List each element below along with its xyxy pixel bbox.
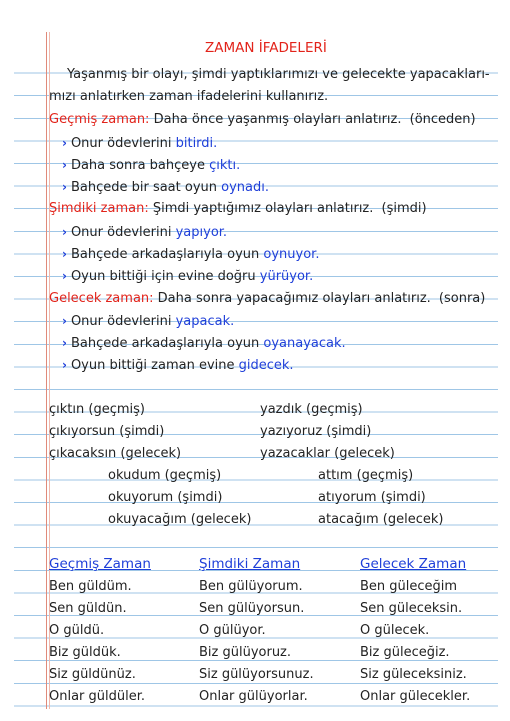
table-cell: Ben gülüyorum. (199, 579, 303, 594)
example-left-2: çıkacaksın (gelecek) (49, 446, 182, 461)
bullet-chevron-icon: › (62, 180, 67, 194)
table-cell: Sen güleceksin. (360, 601, 463, 616)
example-right2-2: atacağım (gelecek) (318, 512, 444, 527)
section-desc: Daha sonra yapacağımız olayları anlatırız. (157, 291, 431, 306)
table-cell: Ben güleceğim (360, 579, 458, 594)
list-item: › Onur ödevlerini yapıyor. (62, 225, 228, 240)
example-left-1: çıkıyorsun (şimdi) (49, 424, 165, 439)
example-right-0: yazdık (geçmiş) (260, 402, 363, 417)
table-cell: Sen güldün. (49, 601, 127, 616)
table-header-past: Geçmiş Zaman (49, 556, 151, 572)
verb: oyanayacak. (263, 336, 346, 351)
table-header-future: Gelecek Zaman (360, 556, 467, 572)
bullet-chevron-icon: › (62, 158, 67, 172)
list-item: › Oyun bittiği için evine doğru yürüyor. (62, 269, 314, 284)
section-note: (sonra) (438, 291, 486, 306)
table-cell: O gülüyor. (199, 623, 266, 638)
verb: gidecek. (238, 358, 294, 373)
section-future-heading (49, 291, 485, 307)
bullet-chevron-icon: › (62, 136, 67, 150)
bullet-chevron-icon: › (62, 269, 67, 283)
verb: oynuyor. (263, 247, 320, 262)
table-cell: O güldü. (49, 623, 105, 638)
bullet-chevron-icon: › (62, 336, 67, 350)
table-cell: Sen gülüyorsun. (199, 601, 305, 616)
intro-line-1: Yaşanmış bir olayı, şimdi yaptıklarımızı ve gelecekte yapacakları- (67, 67, 490, 82)
section-desc: Daha önce yaşanmış olayları anlatırız. (153, 112, 402, 127)
table-cell: Siz gülüyorsunuz. (199, 667, 314, 682)
verb: bitirdi. (175, 136, 218, 151)
example-right-2: yazacaklar (gelecek) (260, 446, 395, 461)
verb: çıktı. (209, 158, 241, 173)
example-left2-0: okudum (geçmiş) (108, 468, 222, 483)
verb: yapacak. (175, 314, 235, 329)
list-item: › Bahçede arkadaşlarıyla oyun oynuyor. (62, 247, 320, 262)
page-title: ZAMAN İFADELERİ (205, 40, 327, 56)
bullet-chevron-icon: › (62, 247, 67, 261)
table-cell: Siz güleceksiniz. (360, 667, 467, 682)
list-item: › Bahçede arkadaşlarıyla oyun oyanayacak. (62, 336, 346, 351)
section-note: (önceden) (409, 112, 476, 127)
example-right-1: yazıyoruz (şimdi) (260, 424, 372, 439)
verb: yapıyor. (175, 225, 228, 240)
table-cell: Onlar gülüyorlar. (199, 689, 308, 704)
table-cell: Onlar güldüler. (49, 689, 146, 704)
section-note: (şimdi) (381, 201, 427, 216)
intro-line-2: mızı anlatırken zaman ifadelerini kullanırız. (49, 89, 329, 104)
list-item: › Daha sonra bahçeye çıktı. (62, 158, 241, 173)
verb: oynadı. (221, 180, 270, 195)
example-left2-1: okuyorum (şimdi) (108, 490, 223, 505)
example-right2-1: atıyorum (şimdi) (318, 490, 426, 505)
list-item: › Onur ödevlerini yapacak. (62, 314, 235, 329)
example-left2-2: okuyacağım (gelecek) (108, 512, 252, 527)
table-cell: Ben güldüm. (49, 579, 132, 594)
section-past-heading (49, 112, 476, 128)
list-item: › Oyun bittiği zaman evine gidecek. (62, 358, 294, 373)
bullet-chevron-icon: › (62, 314, 67, 328)
section-label: Şimdiki zaman: (49, 201, 149, 216)
list-item: › Bahçede bir saat oyun oynadı. (62, 180, 270, 195)
bullet-chevron-icon: › (62, 358, 67, 372)
table-cell: Biz güldük. (49, 645, 121, 660)
section-desc: Şimdi yaptığımız olayları anlatırız. (152, 201, 374, 216)
table-header-present: Şimdiki Zaman (199, 556, 301, 572)
section-label: Gelecek zaman: (49, 291, 154, 306)
bullet-chevron-icon: › (62, 225, 67, 239)
table-cell: Biz gülüyoruz. (199, 645, 292, 660)
table-cell: Onlar gülecekler. (360, 689, 471, 704)
table-cell: Biz güleceğiz. (360, 645, 450, 660)
verb: yürüyor. (259, 269, 314, 284)
section-present-heading (49, 201, 427, 217)
margin-line (46, 32, 47, 709)
section-label: Geçmiş zaman: (49, 112, 150, 127)
table-cell: O gülecek. (360, 623, 430, 638)
example-right2-0: attım (geçmiş) (318, 468, 414, 483)
list-item: › Onur ödevlerini bitirdi. (62, 136, 218, 151)
table-cell: Siz güldünüz. (49, 667, 136, 682)
example-left-0: çıktın (geçmiş) (49, 402, 145, 417)
